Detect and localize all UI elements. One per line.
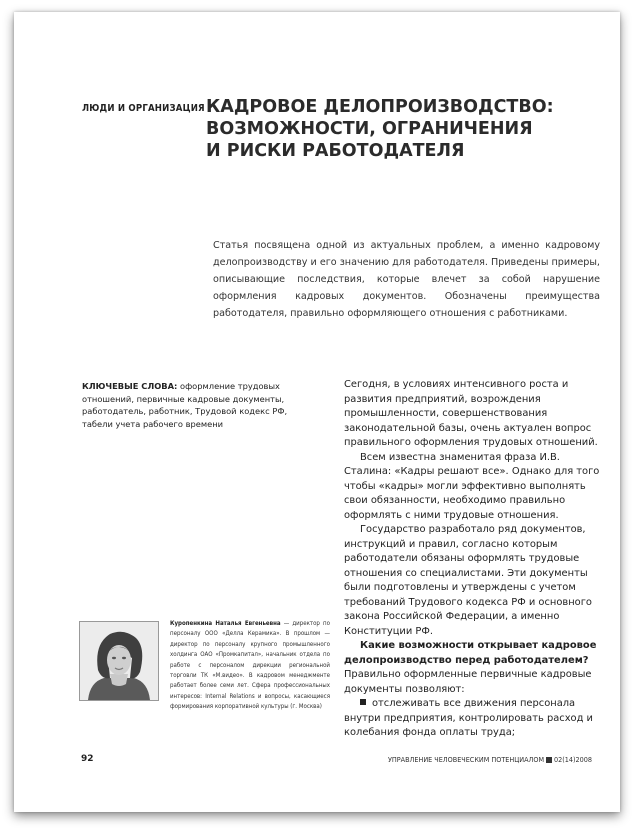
author-description: — директор по персоналу ООО «Делла Керамика». В прошлом — директор по персоналу крупного промышленного холдинга ОАО «Промкапитал», начальник отдела по работе с персоналом дирекции региональной торговли ТК «М.видео». В кадровом менеджменте работает более семи лет. Сфера профессиональных интересов: Internal Relations и вопросы, касающиеся формирования корпоративной культуры (г. Москва): [170, 620, 330, 711]
question-heading: Какие возможности открывает кадровое делопроизводство перед работодателем?: [344, 640, 597, 666]
square-separator-icon: [546, 757, 552, 763]
journal-issue: 02(14)2008: [554, 755, 592, 764]
keywords: [82, 380, 314, 430]
body-paragraph: Правильно оформленные первичные кадровые документы позволяют:: [344, 669, 592, 695]
title-line: И РИСКИ РАБОТОДАТЕЛЯ: [206, 141, 465, 161]
abstract: Статья посвящена одной из актуальных проблем, а именно кадровому делопроизводству и его значению для работодателя. Приведены примеры, описывающие последствия, которые влечет за собой нарушение оформления кадровых документов. Обозначены преимущества работодателя, правильно оформляющего отношения с работниками.: [213, 240, 600, 319]
body-paragraph: Сегодня, в условиях интенсивного роста и развития предприятий, возрождения промышленности, совершенствования законодательной базы, очень актуален вопрос правильного оформления трудовых отношений.: [344, 379, 598, 448]
author-bio: [170, 619, 330, 713]
article-body: [344, 378, 602, 741]
title-line: КАДРОВОЕ ДЕЛОПРОИЗВОДСТВО:: [206, 97, 554, 117]
portrait-icon: [80, 622, 158, 700]
body-paragraph: Государство разработало ряд документов, инструкций и правил, согласно которым работодатели обязаны оформлять трудовые отношения со специалистами. Эти документы были подготовлены и утверждены с учетом требований Трудового кодекса РФ и основного закона Российской Федерации, а именно Конституции РФ.: [344, 524, 592, 637]
journal-footer: [388, 755, 592, 764]
square-bullet-icon: [360, 699, 366, 705]
author-photo: [79, 621, 159, 701]
journal-page: [14, 12, 620, 812]
title-line: ВОЗМОЖНОСТИ, ОГРАНИЧЕНИЯ: [206, 119, 533, 139]
body-paragraph: Всем известна знаменитая фраза И.В. Сталина: «Кадры решают все». Однако для того чтобы «кадры» могли эффективно выполнять свои обязанности, необходимо правильно оформлять с ними трудовые отношения.: [344, 451, 600, 521]
author-name: Куропенкина Наталья Евгеньевна: [170, 620, 281, 627]
section-label: ЛЮДИ И ОРГАНИЗАЦИЯ: [82, 103, 205, 114]
page-number: 92: [81, 754, 94, 764]
keywords-text: оформление трудовых отношений, первичные кадровые документы, работодатель, работник, Трудовой кодекс РФ, табели учета рабочего времени: [82, 381, 288, 429]
bullet-text: отслеживать все движения персонала внутри предприятия, контролировать расход и колебания фонда оплаты труда;: [344, 698, 593, 738]
article-title: [206, 96, 586, 162]
journal-title: УПРАВЛЕНИЕ ЧЕЛОВЕЧЕСКИМ ПОТЕНЦИАЛОМ: [387, 755, 545, 764]
bullet-item: [344, 697, 602, 741]
keywords-label: КЛЮЧЕВЫЕ СЛОВА:: [82, 381, 178, 391]
